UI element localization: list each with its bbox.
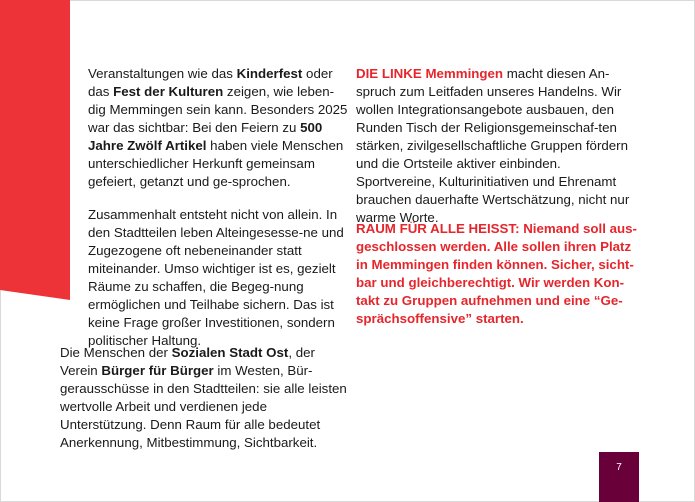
highlight-fest-der-kulturen: Fest der Kulturen	[113, 84, 224, 99]
text: Veranstaltungen wie das	[88, 66, 237, 81]
page-number	[599, 452, 639, 502]
text: zeigen, wie leben-dig Memmingen sein kann. Besonders 2025 war das sichtbar: Bei den Feiern zu	[88, 84, 348, 135]
paragraph-zusammenhalt	[88, 206, 350, 350]
text: haben viele Menschen unterschiedlicher Herkunft gemeinsam gefeiert, getanzt und ge-sprochen.	[88, 138, 344, 189]
red-corner-shape	[0, 0, 72, 300]
highlight-buerger-fuer-buerger: Bürger für Bürger	[101, 363, 214, 378]
callout-text: RAUM FÜR ALLE HEISST: Niemand soll aus-geschlossen werden. Alle sollen ihren Platz in Memmingen finden können. Sicher, sicht-bar und gleichberechtigt. Wir werden Kon-takt zu Gruppen aufnehmen und eine “Ge-sprächsoffensive” starten.	[356, 221, 637, 326]
text: im Westen, Bür-gerausschüsse in den Stadtteilen: sie alle leisten wertvolle Arbeit und verdienen jede Unterstützung. Denn Raum für alle bedeutet Anerkennung, Mitbestimmung, Sichtbarkeit.	[60, 363, 347, 450]
paragraph-text: Zusammenhalt entsteht nicht von allein. In den Stadtteilen leben Alteingesesse-ne und Zugezogene oft nebeneinander statt miteinander. Umso wichtiger ist es, gezielt Räume zu schaffen, die Begeg-nung ermöglichen und Teilhabe sichern. Das ist keine Frage großer Investitionen, sondern politischer Haltung.	[88, 207, 344, 348]
text: macht diesen An-spruch zum Leitfaden unseres Handelns. Wir wollen Integrationsangebote ausbauen, den Runden Tisch der Religionsgemeinschaf-ten stärken, zivilgesellschaftliche Gruppen fördern und die Ortsteile aktiver einbinden. Sportvereine, Kulturinitiativen und Ehrenamt brauchen dauerhafte Wertschätzung, nicht nur warme Worte.	[356, 66, 630, 225]
page-number-label: 7	[616, 462, 622, 473]
text: Die Menschen der	[60, 345, 172, 360]
paragraph-die-linke	[356, 65, 641, 227]
text: oder das	[88, 66, 333, 99]
text: , der Verein	[60, 345, 315, 378]
party-name: DIE LINKE Memmingen	[356, 66, 504, 81]
paragraph-initiatives	[60, 344, 350, 452]
paragraph-raum-fuer-alle	[356, 220, 641, 328]
highlight-kinderfest: Kinderfest	[236, 66, 303, 81]
paragraph-festivals	[88, 65, 350, 191]
highlight-zwoelf-artikel: 500 Jahre Zwölf Artikel	[88, 120, 323, 153]
highlight-soziale-stadt-ost: Sozialen Stadt Ost	[171, 345, 289, 360]
